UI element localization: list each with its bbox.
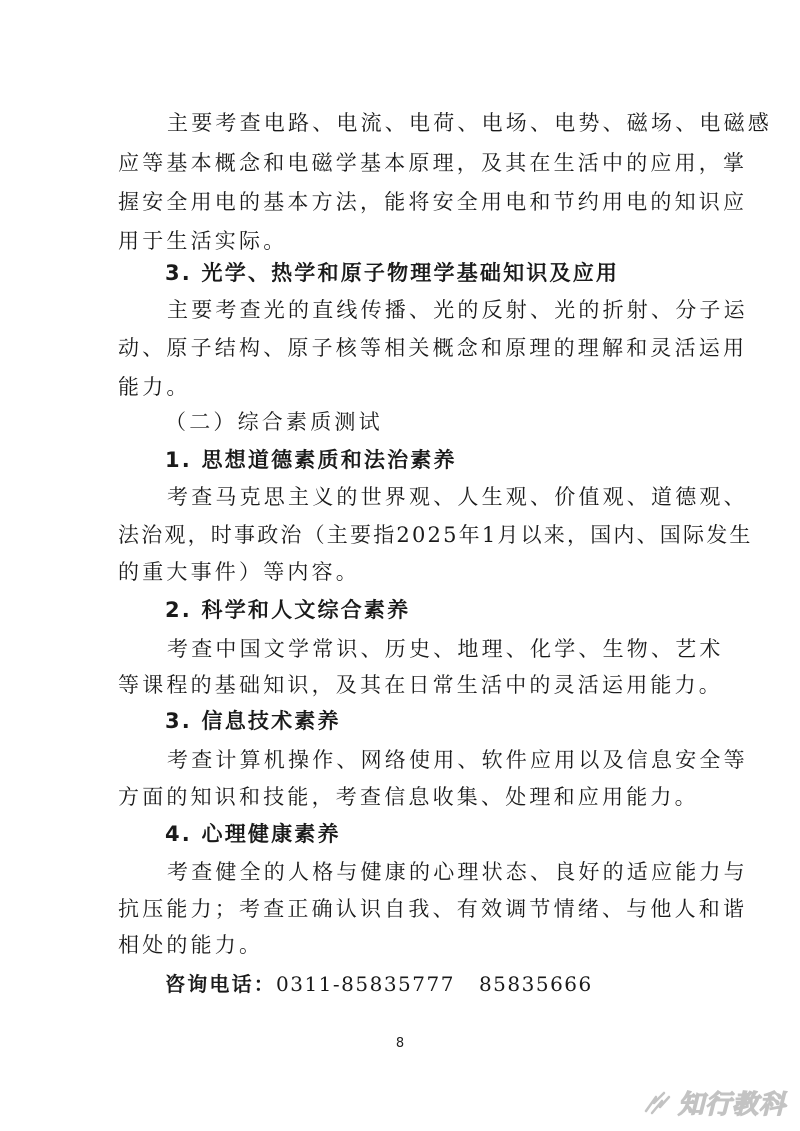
section-heading: 1. 思想道德素质和法治素养 [165,448,457,472]
watermark-logo-icon [642,1089,672,1117]
contact-line [165,971,593,997]
page-number: 8 [395,1036,405,1051]
body-text-line: 用于生活实际。 [118,229,288,253]
contact-phone-1: 0311-85835777 [276,972,455,996]
contact-label: 咨询电话： [165,972,276,996]
body-text-line: 抗压能力；考查正确认识自我、有效调节情绪、与他人和谐 [118,897,748,921]
body-text-line: 主要考查光的直线传播、光的反射、光的折射、分子运 [167,298,748,322]
subsection-heading: （二）综合素质测试 [165,410,383,434]
body-text-line: 考查中国文学常识、历史、地理、化学、生物、艺术 [167,637,724,661]
body-text-line: 相处的能力。 [118,933,264,957]
watermark [642,1084,786,1121]
section-heading: 2. 科学和人文综合素养 [165,598,411,622]
body-text-line: 握安全用电的基本方法，能将安全用电和节约用电的知识应 [118,190,748,214]
body-text-line: 考查计算机操作、网络使用、软件应用以及信息安全等 [167,748,748,772]
body-text-line: 考查健全的人格与健康的心理状态、良好的适应能力与 [167,860,748,884]
section-heading: 3. 光学、热学和原子物理学基础知识及应用 [165,261,620,285]
body-text-line: 法治观，时事政治（主要指2025年1月以来，国内、国际发生 [118,523,753,547]
body-text-line: 主要考查电路、电流、电荷、电场、电势、磁场、电磁感 [167,111,772,135]
section-heading: 3. 信息技术素养 [165,709,341,733]
section-heading: 4. 心理健康素养 [165,822,341,846]
body-text-line: 考查马克思主义的世界观、人生观、价值观、道德观、 [167,485,748,509]
body-text-line: 的重大事件）等内容。 [118,560,360,584]
body-text-line: 等课程的基础知识，及其在日常生活中的灵活运用能力。 [118,673,723,697]
body-text-line: 应等基本概念和电磁学基本原理，及其在生活中的应用，掌 [118,151,748,175]
body-text-line: 能力。 [118,375,191,399]
watermark-text: 知行教科 [677,1090,786,1120]
body-text-line: 动、原子结构、原子核等相关概念和原理的理解和灵活运用 [118,336,748,360]
contact-phone-2: 85835666 [478,972,593,996]
body-text-line: 方面的知识和技能，考查信息收集、处理和应用能力。 [118,785,699,809]
